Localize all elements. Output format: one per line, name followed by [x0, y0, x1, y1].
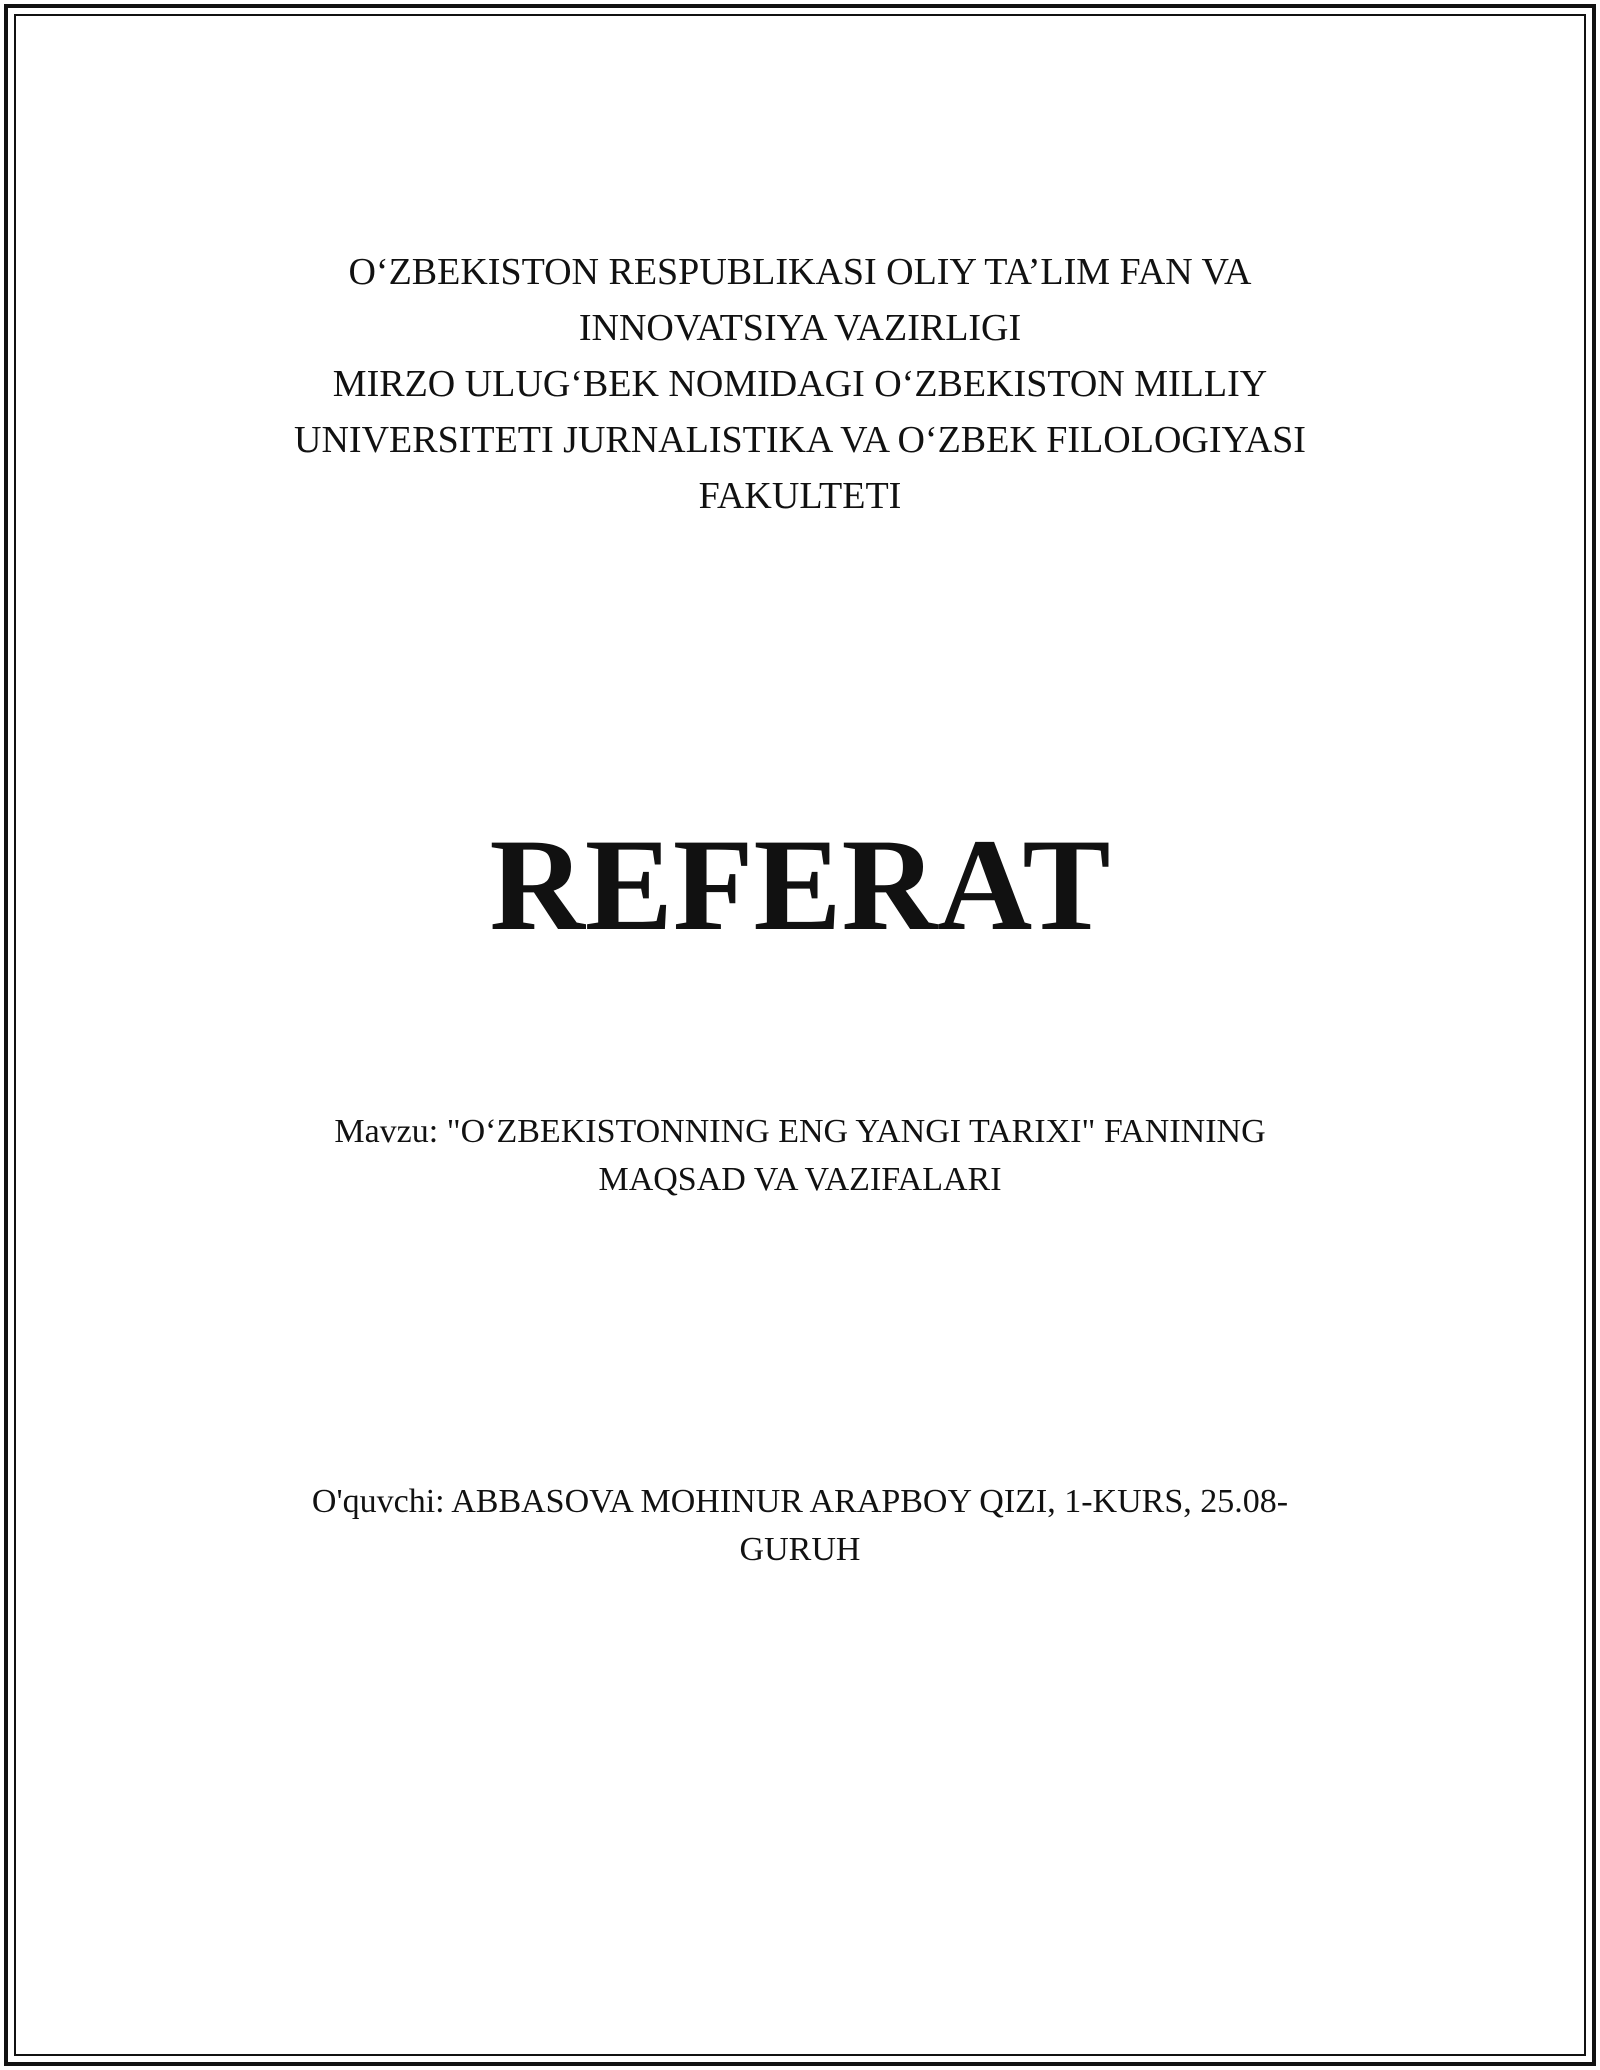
- header-line: O‘ZBEKISTON RESPUBLIKASI OLIY TA’LIM FAN VA: [348, 251, 1252, 293]
- topic-line: MAQSAD VA VAZIFALARI: [598, 1161, 1002, 1198]
- topic-line: Mavzu: "O‘ZBEKISTONNING ENG YANGI TARIXI" FANINING: [334, 1113, 1266, 1150]
- topic-section: [200, 1108, 1400, 1204]
- header-line: INNOVATSIYA VAZIRLIGI: [578, 307, 1022, 349]
- student-line: GURUH: [739, 1531, 861, 1568]
- student-line: O'quvchi: ABBASOVA MOHINUR ARAPBOY QIZI, 1-KURS, 25.08-: [311, 1483, 1289, 1520]
- header-line: FAKULTETI: [698, 475, 902, 517]
- document-title: REFERAT: [489, 811, 1111, 958]
- header-line: UNIVERSITETI JURNALISTIKA VA O‘ZBEK FILOLOGIYASI: [294, 419, 1306, 461]
- ministry-university-header: [200, 244, 1400, 524]
- header-line: MIRZO ULUG‘BEK NOMIDAGI O‘ZBEKISTON MILLIY: [332, 363, 1268, 405]
- student-info-section: [200, 1478, 1400, 1574]
